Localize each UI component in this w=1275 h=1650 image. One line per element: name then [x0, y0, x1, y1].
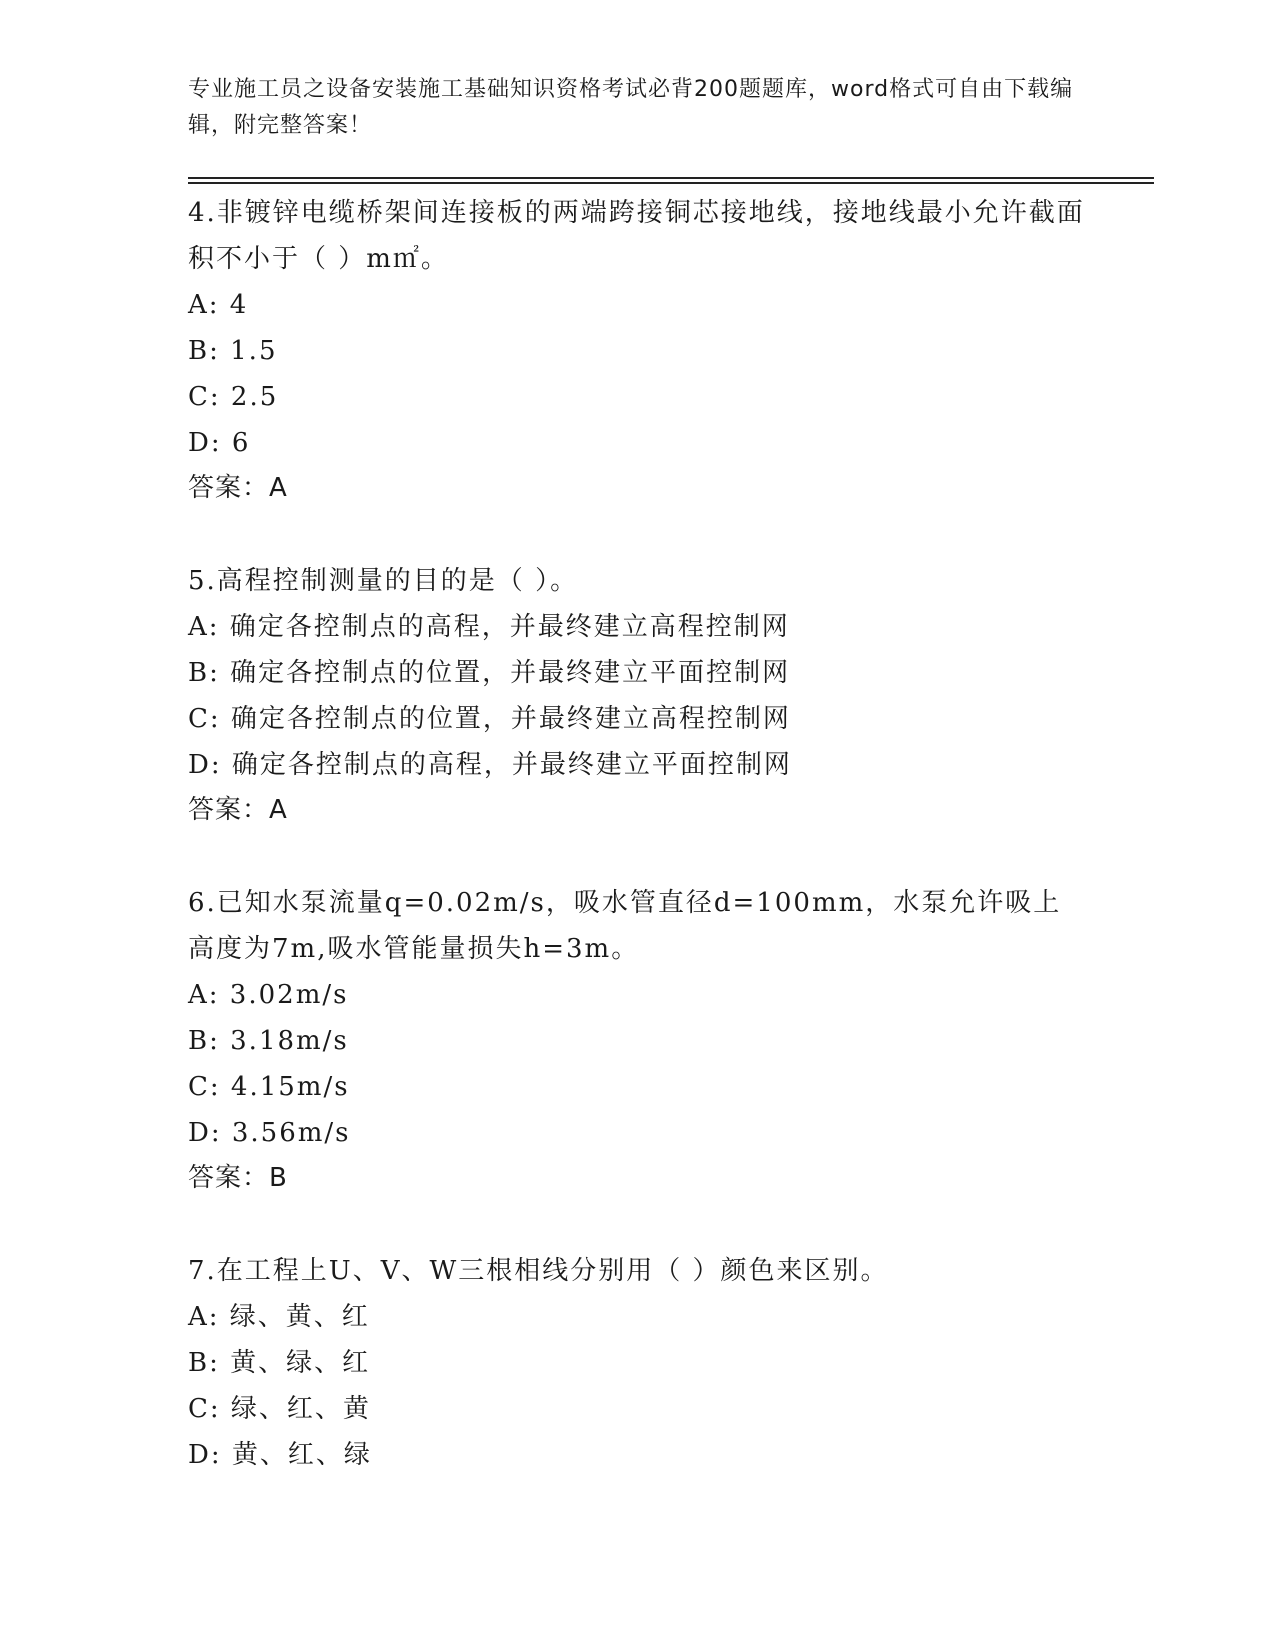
question-stem: 7.在工程上U、V、W三根相线分别用（ ）颜色来区别。 — [188, 1256, 889, 1286]
option-b: B: 3.18m/s — [188, 1026, 349, 1056]
question-6 — [188, 880, 1088, 1200]
question-stem: 5.高程控制测量的目的是（ ）。 — [188, 566, 579, 596]
option-c: C: 2.5 — [188, 382, 279, 412]
option-d: D: 3.56m/s — [188, 1118, 351, 1148]
option-d: D: 6 — [188, 428, 251, 458]
question-stem: 4.非镀锌电缆桥架间连接板的两端跨接铜芯接地线，接地线最小允许截面积不小于（ ）m㎡。 — [188, 198, 1085, 274]
answer-line: 答案：A — [188, 795, 288, 825]
question-4 — [188, 190, 1088, 510]
question-stem: 6.已知水泵流量q=0.02m/s，吸水管直径d=100mm，水泵允许吸上高度为7m,吸水管能量损失h=3m。 — [188, 888, 1062, 964]
answer-line: 答案：B — [188, 1163, 288, 1193]
option-c: C: 4.15m/s — [188, 1072, 350, 1102]
option-a: A: 确定各控制点的高程，并最终建立高程控制网 — [188, 612, 790, 642]
header-rule-top — [188, 177, 1154, 179]
option-a: A: 绿、黄、红 — [188, 1302, 370, 1332]
answer-line: 答案：A — [188, 473, 288, 503]
option-b: B: 黄、绿、红 — [188, 1348, 371, 1378]
question-list — [188, 190, 1088, 1478]
option-b: B: 确定各控制点的位置，并最终建立平面控制网 — [188, 658, 791, 688]
option-c: C: 确定各控制点的位置，并最终建立高程控制网 — [188, 704, 791, 734]
option-a: A: 3.02m/s — [188, 980, 349, 1010]
option-c: C: 绿、红、黄 — [188, 1394, 371, 1424]
header-rule-bottom — [188, 182, 1154, 184]
option-b: B: 1.5 — [188, 336, 278, 366]
document-header: 专业施工员之设备安装施工基础知识资格考试必背200题题库，word格式可自由下载编辑，附完整答案！ — [188, 77, 1074, 138]
option-d: D: 确定各控制点的高程，并最终建立平面控制网 — [188, 750, 792, 780]
option-a: A: 4 — [188, 290, 249, 320]
question-gap — [188, 1200, 1088, 1248]
question-7 — [188, 1248, 1088, 1478]
option-d: D: 黄、红、绿 — [188, 1440, 372, 1470]
question-5 — [188, 558, 1088, 832]
question-gap — [188, 510, 1088, 558]
question-gap — [188, 832, 1088, 880]
